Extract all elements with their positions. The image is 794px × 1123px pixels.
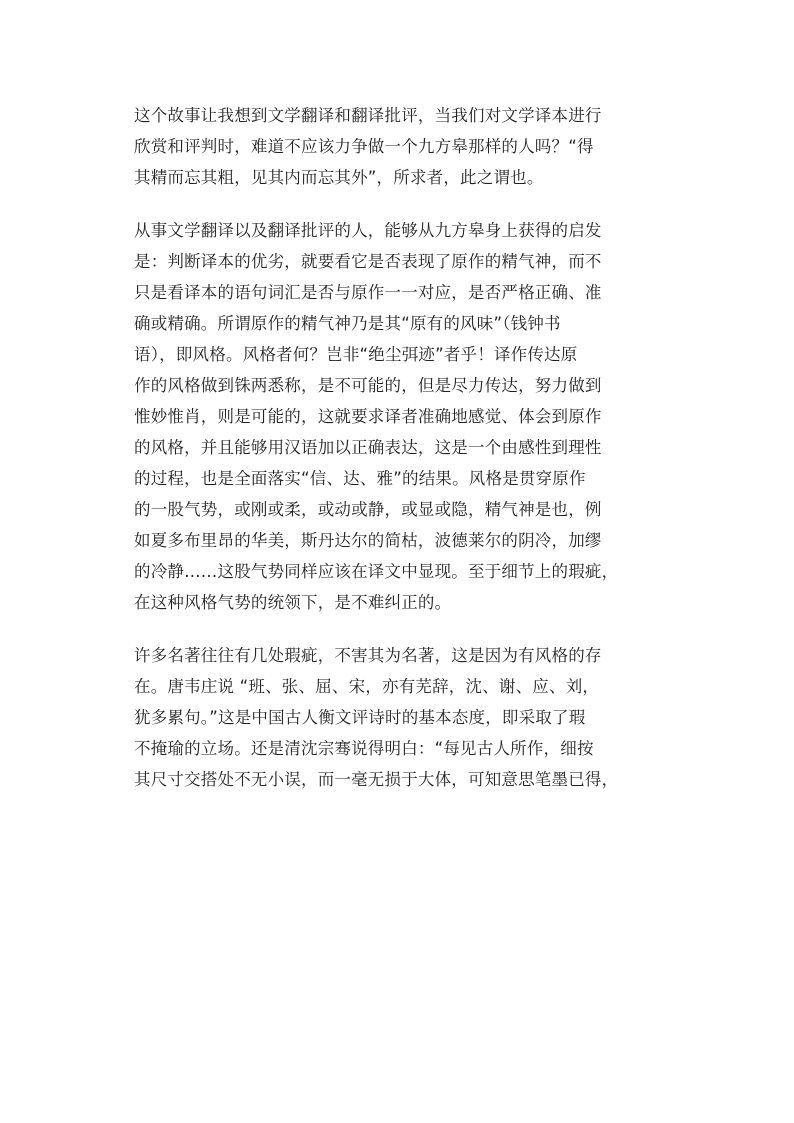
text-line: 的风格，并且能够用汉语加以正确表达，这是一个由感性到理性 [134, 438, 602, 457]
paragraph-3 [134, 640, 694, 795]
text-line: 惟妙惟肖，则是可能的，这就要求译者准确地感觉、体会到原作 [134, 407, 602, 426]
text-line: 确或精确。所谓原作的精气神乃是其“原有的风味”（钱钟书 [134, 314, 561, 333]
text-line: 其尺寸交搭处不无小误，而一毫无损于大体，可知意思笔墨已得， [134, 770, 619, 789]
paragraph-1 [134, 100, 694, 193]
text-line: 从事文学翻译以及翻译批评的人，能够从九方皋身上获得的启发 [134, 221, 602, 240]
document-body [134, 100, 694, 817]
text-line: 许多名著往往有几处瑕疵，不害其为名著，这是因为有风格的存 [134, 646, 602, 665]
paragraph-2 [134, 215, 694, 618]
text-line: 的冷静……这股气势同样应该在译文中显现。至于细节上的瑕疵， [134, 562, 619, 581]
text-line: 作的风格做到铢两悉称，是不可能的，但是尽力传达，努力做到 [134, 376, 602, 395]
text-line: 这个故事让我想到文学翻译和翻译批评，当我们对文学译本进行 [134, 106, 602, 125]
text-line: 欣赏和评判时，难道不应该力争做一个九方皋那样的人吗？“得 [134, 137, 594, 156]
text-line: 的一股气势，或刚或柔，或动或静，或显或隐，精气神是也，例 [134, 500, 602, 519]
text-line: 在。唐韦庄说 “班、张、屈、宋，亦有芜辞，沈、谢、应、刘， [134, 677, 600, 696]
text-line: 是：判断译本的优劣，就要看它是否表现了原作的精气神，而不 [134, 252, 602, 271]
text-line: 不掩瑜的立场。还是清沈宗骞说得明白：“每见古人所作，细按 [134, 739, 594, 758]
text-line: 的过程，也是全面落实“信、达、雅”的结果。风格是贯穿原作 [134, 469, 586, 488]
text-line: 犹多累句。”这是中国古人衡文评诗时的基本态度，即采取了瑕 [134, 708, 586, 727]
text-line: 语），即风格。风格者何？岂非“绝尘弭迹”者乎！译作传达原 [134, 345, 578, 364]
text-line: 只是看译本的语句词汇是否与原作一一对应，是否严格正确、准 [134, 283, 602, 302]
text-line: 在这种风格气势的统领下，是不难纠正的。 [134, 593, 452, 612]
text-line: 如夏多布里昂的华美，斯丹达尔的简枯，波德莱尔的阴冷，加缪 [134, 531, 602, 550]
text-line: 其精而忘其粗，见其内而忘其外”，所求者，此之谓也。 [134, 168, 544, 187]
